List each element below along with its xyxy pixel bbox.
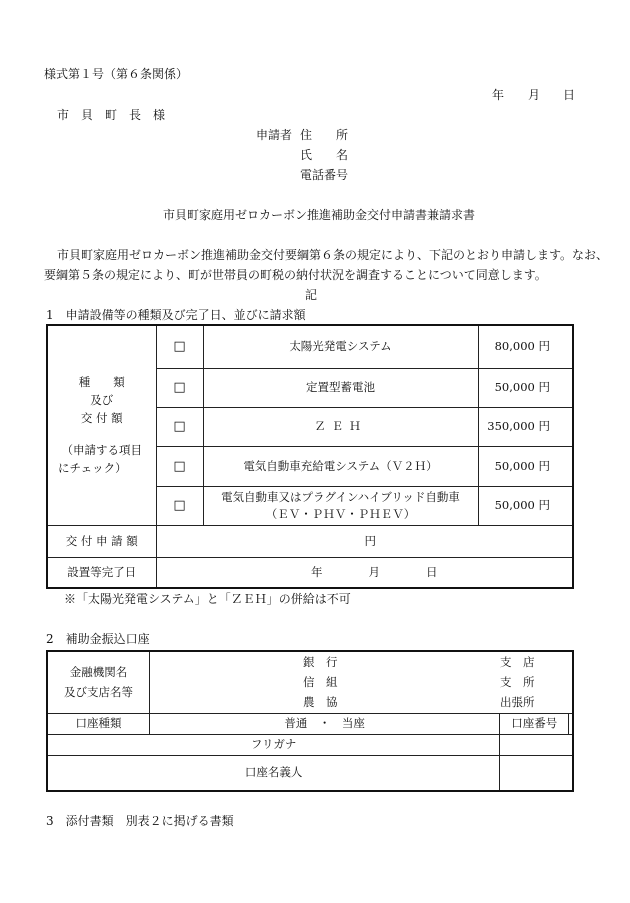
checkbox-zeh[interactable]: □ [156, 407, 203, 446]
account-holder-label: 口座名義人 [47, 755, 500, 791]
label-line: 及び [90, 393, 114, 408]
bank-account-table [46, 650, 574, 792]
note: ※「太陽光発電システム」と「ＺＥＨ」の併給は不可 [64, 592, 351, 606]
label-line: 種 類 [78, 375, 125, 390]
item-name: ＺＥＨ [203, 407, 478, 446]
bank-name-field[interactable] [150, 651, 574, 713]
apply-amount-label: 交 付 申 請 額 [47, 525, 156, 557]
label-line: 及び支店名等 [64, 685, 133, 700]
checkbox-ev[interactable]: □ [156, 486, 203, 525]
bank-type: 農 協 [303, 695, 338, 709]
item-name-line2: （ＥＶ・ＰＨＶ・ＰＨＥＶ） [265, 506, 416, 521]
date-year: 年 [492, 88, 505, 102]
section3-heading: 3 添付書類 別表２に掲げる書類 [46, 814, 234, 828]
account-number-field[interactable] [569, 713, 573, 734]
branch-type: 支 店 [500, 655, 535, 669]
branch-type: 支 所 [500, 675, 535, 689]
account-holder-field[interactable] [500, 755, 573, 791]
item-name [203, 486, 478, 525]
bank-type: 銀 行 [303, 655, 338, 669]
account-type-label: 口座種類 [47, 713, 150, 734]
date-day: 日 [563, 88, 576, 102]
checkbox-battery[interactable]: □ [156, 368, 203, 407]
yen-unit: 円 [364, 533, 376, 548]
item-amount: 50,000 円 [478, 368, 573, 407]
body-text-line2: 要綱第５条の規定により、町が世帯員の町税の納付状況を調査することについて同意します。 [44, 268, 547, 282]
applicant-label: 申請者 [256, 128, 293, 142]
label-line: にチェック） [58, 461, 127, 476]
item-amount: 350,000 円 [478, 407, 573, 446]
body-text-line1: 市貝町家庭用ゼロカーボン推進補助金交付要綱第６条の規定により、下記のとおり申請します。なお、 [57, 248, 609, 262]
document-title: 市貝町家庭用ゼロカーボン推進補助金交付申請書兼請求書 [163, 208, 476, 222]
item-name: 電気自動車充給電システム（Ｖ２Ｈ） [203, 446, 478, 486]
completion-date-field[interactable]: 年 月 日 [156, 557, 573, 588]
label-line: 交 付 額 [80, 411, 123, 426]
completion-date-label: 設置等完了日 [47, 557, 156, 588]
addressee: 市 貝 町 長 様 [57, 108, 166, 122]
form-number: 様式第１号（第６条関係） [44, 67, 189, 81]
date-month: 月 [528, 88, 541, 102]
checkbox-v2h[interactable]: □ [156, 446, 203, 486]
equipment-type-label [47, 325, 156, 525]
applicant-name-label: 氏 名 [300, 148, 349, 162]
item-amount: 80,000 円 [478, 325, 573, 368]
item-amount: 50,000 円 [478, 446, 573, 486]
section2-heading: 2 補助金振込口座 [46, 632, 150, 646]
account-type-options[interactable]: 普通 ・ 当座 [150, 713, 500, 734]
item-name: 太陽光発電システム [203, 325, 478, 368]
bank-type: 信 組 [303, 675, 338, 689]
label-line: 金融機関名 [69, 665, 128, 680]
branch-type: 出張所 [500, 695, 535, 709]
furigana-label: フリガナ [47, 734, 500, 755]
equipment-table [46, 324, 574, 589]
checkbox-solar[interactable]: □ [156, 325, 203, 368]
bank-name-label [47, 651, 150, 713]
furigana-field[interactable] [500, 734, 573, 755]
apply-amount-field[interactable] [156, 525, 573, 557]
applicant-phone-label: 電話番号 [300, 168, 349, 182]
account-number-label: 口座番号 [500, 713, 569, 734]
label-line: （申請する項目 [61, 443, 142, 458]
ki-label: 記 [305, 288, 318, 302]
item-name: 定置型蓄電池 [203, 368, 478, 407]
item-name-line1: 電気自動車又はプラグインハイブリッド自動車 [221, 489, 460, 504]
applicant-address-label: 住 所 [300, 128, 349, 142]
section1-heading: 1 申請設備等の種類及び完了日、並びに請求額 [46, 308, 306, 322]
item-amount: 50,000 円 [478, 486, 573, 525]
